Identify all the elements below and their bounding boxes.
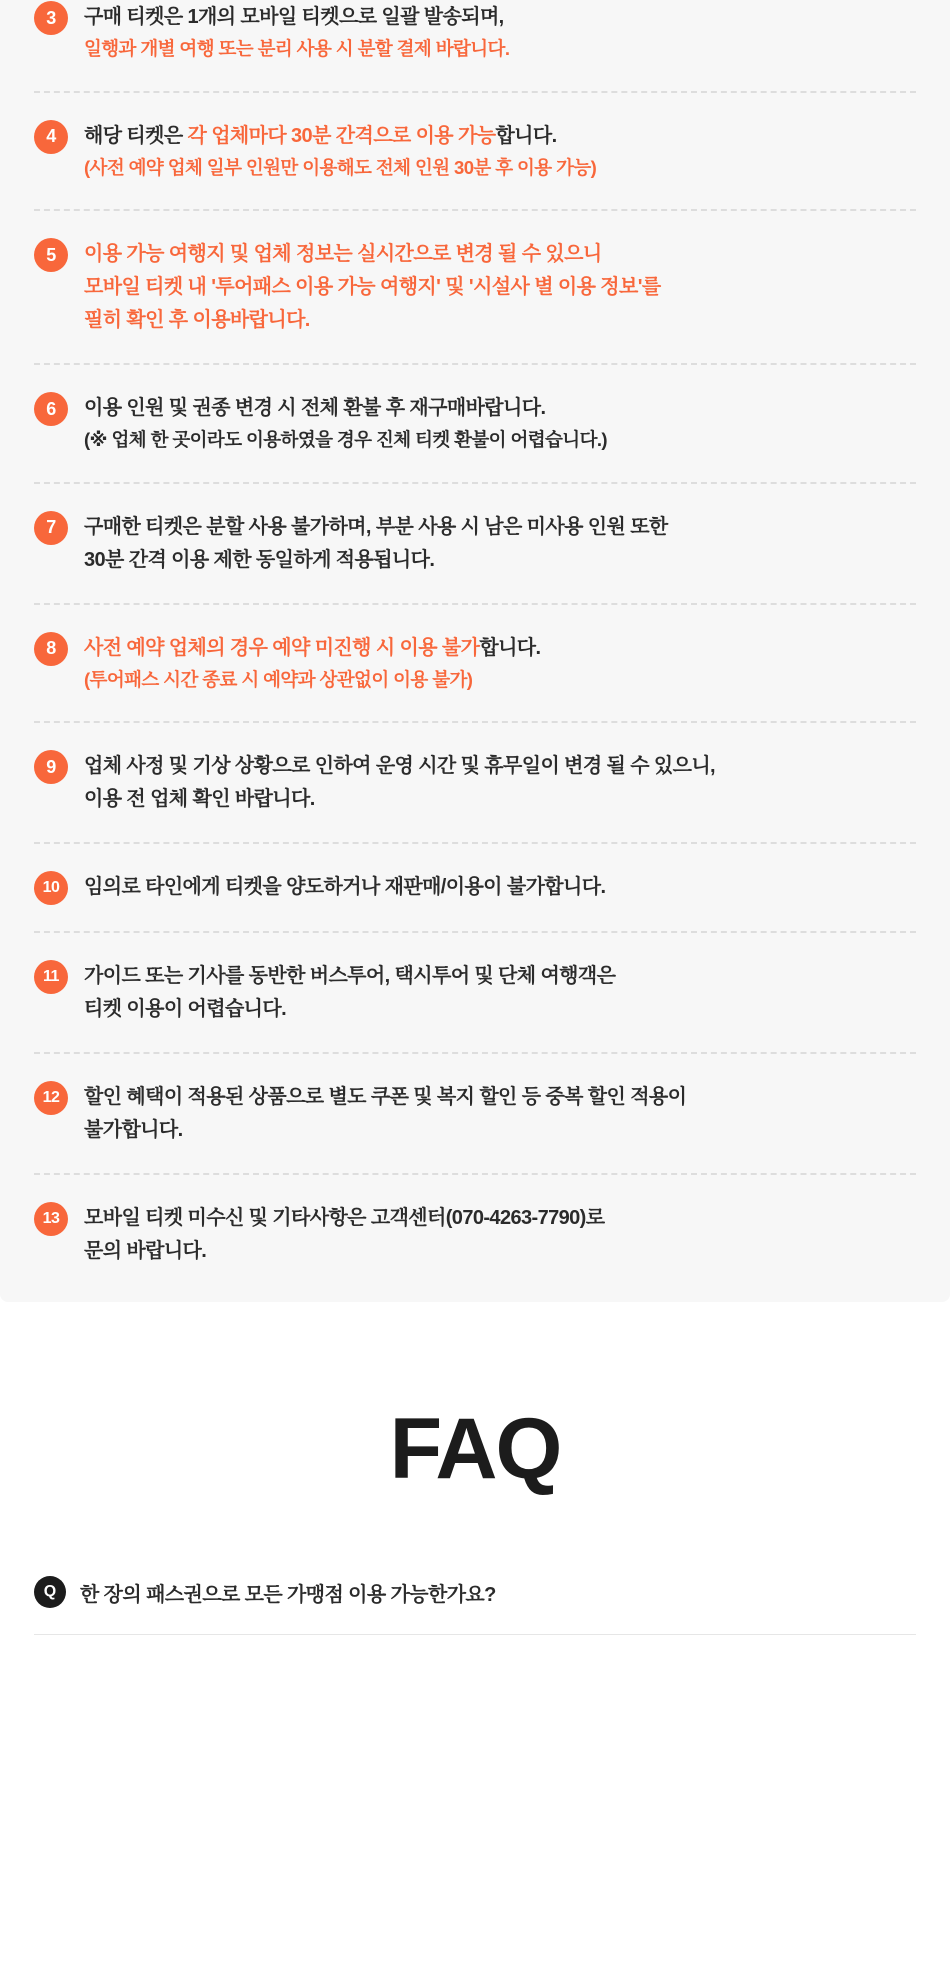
notice-line: 임의로 타인에게 티켓을 양도하거나 재판매/이용이 불가합니다. <box>84 876 606 899</box>
notice-text <box>84 0 509 65</box>
notice-line: 이용 인원 및 권종 변경 시 전체 환불 후 재구매바랍니다. <box>84 397 546 420</box>
notice-line-suffix: 합니다. <box>495 124 557 147</box>
notice-text <box>84 510 668 577</box>
notice-text <box>84 237 661 337</box>
notice-line-highlight: 사전 예약 업체의 경우 예약 미진행 시 이용 불가 <box>84 636 480 659</box>
notice-line-suffix: 합니다. <box>479 636 541 659</box>
faq-section <box>0 1302 950 1635</box>
notice-subline: (※ 업체 한 곳이라도 이용하였을 경우 진체 티켓 환불이 어렵습니다.) <box>84 429 607 451</box>
faq-question-row[interactable] <box>34 1576 916 1635</box>
notice-number-badge: 12 <box>34 1081 68 1115</box>
notice-number-badge: 11 <box>34 960 68 994</box>
notice-subline: 일행과 개별 여행 또는 분리 사용 시 분할 결제 바랍니다. <box>84 38 510 59</box>
question-badge-icon: Q <box>34 1576 66 1608</box>
notice-line-highlight: 각 업체마다 30분 간격으로 이용 가능 <box>187 124 496 147</box>
notice-line: 구매한 티켓은 분할 사용 불가하며, 부분 사용 시 남은 미사용 인원 또한 <box>84 515 668 538</box>
faq-list <box>0 1576 950 1635</box>
notice-item <box>34 605 916 724</box>
notice-line-prefix: 해당 티켓은 <box>84 124 188 147</box>
notice-number-badge: 3 <box>34 1 68 35</box>
notice-subline: (투어패스 시간 종료 시 예약과 상관없이 이용 불가) <box>84 668 473 690</box>
notice-item <box>34 0 916 93</box>
notice-text <box>84 119 596 184</box>
notice-text <box>84 631 540 696</box>
notice-line: 가이드 또는 기사를 동반한 버스투어, 택시투어 및 단체 여행객은 <box>84 965 616 988</box>
notice-text <box>84 749 715 816</box>
notice-line: 할인 혜택이 적용된 상품으로 별도 쿠폰 및 복지 할인 등 중복 할인 적용이 <box>84 1086 687 1109</box>
notice-line: 문의 바랍니다. <box>84 1240 207 1263</box>
notice-line: 구매 티켓은 1개의 모바일 티켓으로 일괄 발송되며, <box>84 6 504 28</box>
notice-line: 모바일 티켓 미수신 및 기타사항은 고객센터(070-4263-7790)로 <box>84 1207 605 1230</box>
notice-line: 불가합니다. <box>84 1119 183 1142</box>
notice-text <box>84 1201 604 1268</box>
notice-number-badge: 7 <box>34 511 68 545</box>
notice-number-badge: 5 <box>34 238 68 272</box>
notice-item <box>34 844 916 933</box>
notice-item <box>34 933 916 1054</box>
notice-number-badge: 10 <box>34 871 68 905</box>
notice-text <box>84 391 607 456</box>
notice-line: 30분 간격 이용 제한 동일하게 적용됩니다. <box>84 548 435 571</box>
notice-item <box>34 1175 916 1294</box>
notice-text <box>84 870 605 904</box>
notice-number-badge: 4 <box>34 120 68 154</box>
notice-item <box>34 211 916 365</box>
notice-number-badge: 9 <box>34 750 68 784</box>
notice-subline: (사전 예약 업체 일부 인원만 이용해도 전체 인원 30분 후 이용 가능) <box>84 156 597 178</box>
notice-item <box>34 723 916 844</box>
notice-text <box>84 1080 686 1147</box>
notice-number-badge: 8 <box>34 632 68 666</box>
notice-line: 이용 전 업체 확인 바랍니다. <box>84 788 315 811</box>
notice-number-badge: 6 <box>34 392 68 426</box>
notice-line: 모바일 티켓 내 '투어패스 이용 가능 여행지' 및 '시설사 별 이용 정보'를 <box>84 276 661 299</box>
notice-item <box>34 93 916 212</box>
notice-line: 티켓 이용이 어렵습니다. <box>84 998 287 1021</box>
notice-line: 업체 사정 및 기상 상황으로 인하여 운영 시간 및 휴무일이 변경 될 수 있으니, <box>84 755 715 778</box>
notice-line: 이용 가능 여행지 및 업체 정보는 실시간으로 변경 될 수 있으니 <box>84 243 602 266</box>
faq-heading: FAQ <box>389 1401 561 1498</box>
notice-number-badge: 13 <box>34 1202 68 1236</box>
faq-question-text: 한 장의 패스권으로 모든 가맹점 이용 가능한가요? <box>80 1583 496 1606</box>
notice-item <box>34 484 916 605</box>
notice-text <box>84 959 615 1026</box>
notice-item <box>34 1054 916 1175</box>
notice-item <box>34 365 916 484</box>
notice-line: 필히 확인 후 이용바랍니다. <box>84 309 310 332</box>
